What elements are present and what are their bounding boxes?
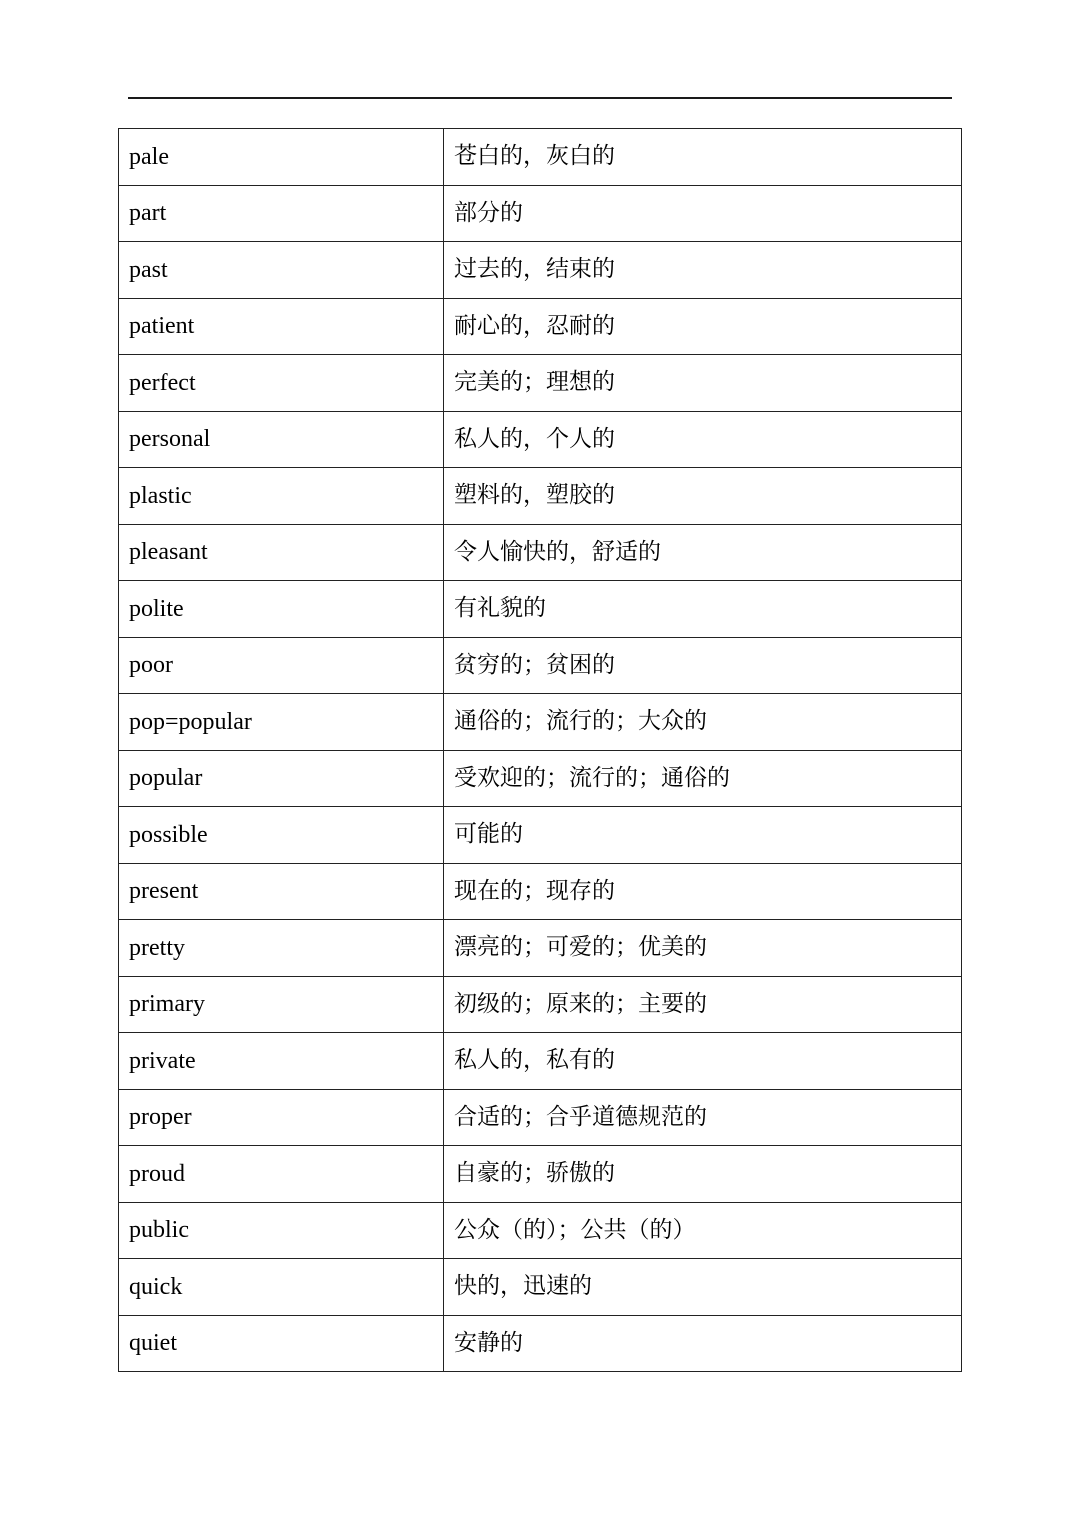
english-word-cell: public <box>119 1202 444 1259</box>
table-row <box>119 694 962 751</box>
table-row <box>119 1202 962 1259</box>
chinese-meaning-cell: 合适的；合乎道德规范的 <box>444 1089 962 1146</box>
english-word-cell: plastic <box>119 468 444 525</box>
table-row <box>119 298 962 355</box>
table-row <box>119 863 962 920</box>
english-word-cell: private <box>119 1033 444 1090</box>
table-row <box>119 1033 962 1090</box>
chinese-meaning-cell: 公众（的）；公共（的） <box>444 1202 962 1259</box>
english-word-cell: pale <box>119 129 444 186</box>
english-word-cell: popular <box>119 750 444 807</box>
chinese-meaning-cell: 快的，迅速的 <box>444 1259 962 1316</box>
english-word-cell: present <box>119 863 444 920</box>
chinese-meaning-cell: 贫穷的；贫困的 <box>444 637 962 694</box>
english-word-cell: past <box>119 242 444 299</box>
chinese-meaning-cell: 自豪的；骄傲的 <box>444 1146 962 1203</box>
english-word-cell: pleasant <box>119 524 444 581</box>
header-rule <box>128 97 952 99</box>
chinese-meaning-cell: 有礼貌的 <box>444 581 962 638</box>
table-row <box>119 185 962 242</box>
vocabulary-table <box>118 128 962 1372</box>
table-row <box>119 920 962 977</box>
table-row <box>119 355 962 412</box>
english-word-cell: patient <box>119 298 444 355</box>
chinese-meaning-cell: 受欢迎的；流行的；通俗的 <box>444 750 962 807</box>
table-row <box>119 581 962 638</box>
table-row <box>119 1315 962 1372</box>
chinese-meaning-cell: 私人的，个人的 <box>444 411 962 468</box>
english-word-cell: part <box>119 185 444 242</box>
english-word-cell: primary <box>119 976 444 1033</box>
english-word-cell: pretty <box>119 920 444 977</box>
english-word-cell: proper <box>119 1089 444 1146</box>
chinese-meaning-cell: 令人愉快的，舒适的 <box>444 524 962 581</box>
english-word-cell: possible <box>119 807 444 864</box>
english-word-cell: perfect <box>119 355 444 412</box>
chinese-meaning-cell: 初级的；原来的；主要的 <box>444 976 962 1033</box>
chinese-meaning-cell: 通俗的；流行的；大众的 <box>444 694 962 751</box>
table-row <box>119 807 962 864</box>
chinese-meaning-cell: 完美的；理想的 <box>444 355 962 412</box>
english-word-cell: proud <box>119 1146 444 1203</box>
english-word-cell: poor <box>119 637 444 694</box>
table-row <box>119 976 962 1033</box>
chinese-meaning-cell: 过去的，结束的 <box>444 242 962 299</box>
chinese-meaning-cell: 漂亮的；可爱的；优美的 <box>444 920 962 977</box>
chinese-meaning-cell: 可能的 <box>444 807 962 864</box>
table-row <box>119 1089 962 1146</box>
chinese-meaning-cell: 苍白的，灰白的 <box>444 129 962 186</box>
chinese-meaning-cell: 私人的，私有的 <box>444 1033 962 1090</box>
table-row <box>119 524 962 581</box>
table-row <box>119 637 962 694</box>
table-row <box>119 750 962 807</box>
chinese-meaning-cell: 耐心的，忍耐的 <box>444 298 962 355</box>
chinese-meaning-cell: 安静的 <box>444 1315 962 1372</box>
chinese-meaning-cell: 塑料的，塑胶的 <box>444 468 962 525</box>
table-row <box>119 411 962 468</box>
english-word-cell: polite <box>119 581 444 638</box>
table-row <box>119 1259 962 1316</box>
chinese-meaning-cell: 现在的；现存的 <box>444 863 962 920</box>
table-row <box>119 242 962 299</box>
table-row <box>119 468 962 525</box>
english-word-cell: quick <box>119 1259 444 1316</box>
english-word-cell: personal <box>119 411 444 468</box>
table-row <box>119 129 962 186</box>
english-word-cell: pop=popular <box>119 694 444 751</box>
table-row <box>119 1146 962 1203</box>
chinese-meaning-cell: 部分的 <box>444 185 962 242</box>
vocabulary-table-body <box>119 129 962 1372</box>
english-word-cell: quiet <box>119 1315 444 1372</box>
